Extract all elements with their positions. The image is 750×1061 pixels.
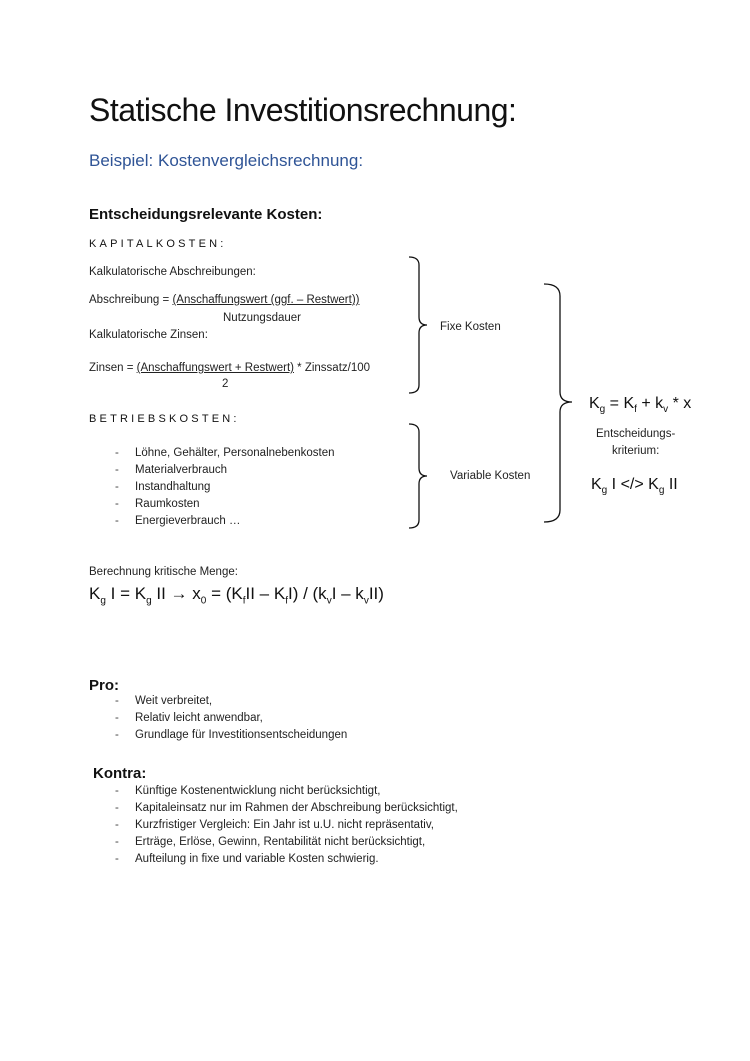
km-sub: g	[146, 595, 152, 607]
kosten-formula	[589, 395, 691, 415]
variable-kosten-label: Variable Kosten	[450, 470, 531, 482]
fixe-kosten-brace	[405, 255, 435, 395]
page-subtitle: Beispiel: Kostenvergleichsrechnung:	[89, 151, 364, 170]
list-item: - Energieverbrauch …	[89, 513, 334, 530]
criterion-end: II	[664, 476, 678, 493]
abschreibung-prefix: Abschreibung =	[89, 294, 173, 306]
km-part: I = K	[105, 584, 147, 603]
km-part: = (K	[206, 584, 243, 603]
pro-list	[89, 693, 347, 744]
formula-plus: + k	[636, 395, 664, 412]
criterion-formula	[591, 476, 678, 496]
abschreibung-numerator: (Anschaffungswert (ggf. – Restwert))	[172, 294, 360, 306]
list-item: - Künftige Kostenentwicklung nicht berücksichtigt,	[89, 783, 458, 800]
criterion-k1: K	[591, 476, 602, 493]
km-part: II)	[368, 584, 384, 603]
betriebskosten-list	[89, 445, 334, 530]
criterion-label-1: Entscheidungs-	[596, 428, 676, 440]
list-item: - Instandhaltung	[89, 479, 334, 496]
zinsen-suffix: * Zinssatz/100	[293, 362, 371, 374]
zinsen-formula	[89, 362, 370, 374]
list-item: - Erträge, Erlöse, Gewinn, Rentabilität nicht berücksichtigt,	[89, 834, 458, 851]
list-item: - Löhne, Gehälter, Personalnebenkosten	[89, 445, 334, 462]
km-part: I – k	[331, 584, 364, 603]
list-item: - Aufteilung in fixe und variable Kosten schwierig.	[89, 851, 458, 868]
list-item: - Kurzfristiger Vergleich: Ein Jahr ist u.U. nicht repräsentativ,	[89, 817, 458, 834]
arrow-icon: →	[170, 584, 188, 603]
variable-kosten-brace	[405, 422, 435, 530]
kontra-heading: Kontra:	[93, 765, 147, 782]
formula-sub-v: v	[663, 404, 669, 416]
formula-k: K	[589, 395, 600, 412]
list-item: - Grundlage für Investitionsentscheidungen	[89, 727, 347, 744]
km-part: II	[151, 584, 171, 603]
kapitalkosten-heading: KAPITALKOSTEN:	[89, 238, 227, 250]
abschreibung-formula	[89, 294, 360, 306]
list-item: - Relativ leicht anwendbar,	[89, 710, 347, 727]
criterion-mid: I </> K	[607, 476, 659, 493]
pro-heading: Pro:	[89, 677, 119, 694]
section-heading: Entscheidungsrelevante Kosten:	[89, 206, 323, 223]
list-item: - Weit verbreitet,	[89, 693, 347, 710]
kontra-list	[89, 783, 458, 868]
list-item: - Raumkosten	[89, 496, 334, 513]
formula-eq: = K	[605, 395, 635, 412]
criterion-sub-g2: g	[658, 485, 665, 497]
list-item: - Materialverbrauch	[89, 462, 334, 479]
zinsen-numerator: (Anschaffungswert + Restwert)	[136, 362, 294, 374]
total-kosten-brace	[540, 282, 580, 524]
page-title: Statische Investitionsrechnung:	[89, 92, 517, 128]
km-part: II – K	[245, 584, 286, 603]
formula-tail: * x	[668, 395, 692, 412]
km-sub: f	[285, 595, 288, 607]
km-sub: v	[326, 595, 332, 607]
formula-sub-g: g	[599, 404, 606, 416]
km-part: K	[89, 584, 101, 603]
abschreibungen-label: Kalkulatorische Abschreibungen:	[89, 266, 256, 278]
list-item: - Kapitaleinsatz nur im Rahmen der Abschreibung berücksichtigt,	[89, 800, 458, 817]
km-sub: f	[242, 595, 246, 607]
km-part: x	[187, 584, 201, 603]
km-sub: g	[100, 595, 106, 607]
km-sub: 0	[200, 595, 207, 607]
betriebskosten-heading: BETRIEBSKOSTEN:	[89, 413, 240, 425]
zinsen-prefix: Zinsen =	[89, 362, 137, 374]
criterion-sub-g1: g	[601, 485, 608, 497]
km-part: I) / (k	[287, 584, 327, 603]
formula-sub-f: f	[634, 404, 637, 416]
criterion-label-2: kriterium:	[612, 445, 660, 457]
kritische-menge-label: Berechnung kritische Menge:	[89, 566, 238, 578]
kritische-menge-formula	[89, 584, 384, 606]
km-sub: v	[363, 595, 369, 607]
fixe-kosten-label: Fixe Kosten	[440, 321, 501, 333]
zinsen-denominator: 2	[222, 378, 229, 390]
zinsen-label: Kalkulatorische Zinsen:	[89, 329, 208, 341]
abschreibung-denominator: Nutzungsdauer	[223, 312, 301, 324]
